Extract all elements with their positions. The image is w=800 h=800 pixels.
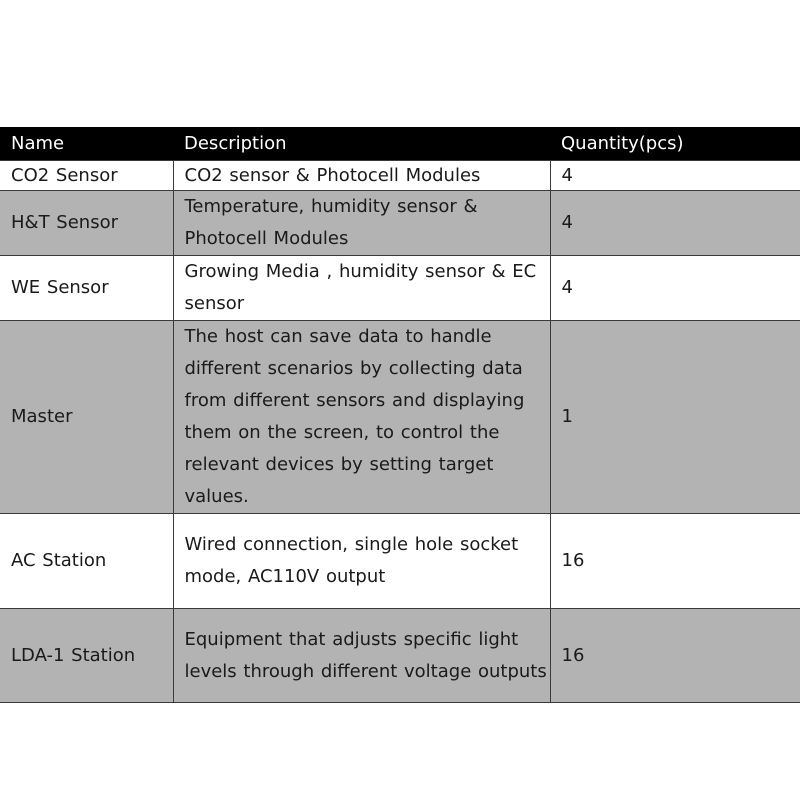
- cell-name: CO2 Sensor: [0, 161, 173, 191]
- header-quantity: Quantity(pcs): [550, 127, 800, 161]
- header-description: Description: [173, 127, 550, 161]
- cell-quantity: 1: [550, 321, 800, 514]
- product-spec-table: [0, 127, 800, 703]
- cell-description: CO2 sensor & Photocell Modules: [173, 161, 550, 191]
- table-row: [0, 161, 800, 191]
- cell-quantity: 4: [550, 256, 800, 321]
- cell-name: WE Sensor: [0, 256, 173, 321]
- cell-name: H&T Sensor: [0, 191, 173, 256]
- table-row: [0, 256, 800, 321]
- table-header-row: [0, 127, 800, 161]
- cell-name: Master: [0, 321, 173, 514]
- cell-quantity: 16: [550, 609, 800, 703]
- table-row: [0, 191, 800, 256]
- table-row: [0, 321, 800, 514]
- cell-description: Temperature, humidity sensor & Photocell Modules: [173, 191, 550, 256]
- cell-quantity: 16: [550, 514, 800, 609]
- cell-description: Equipment that adjusts specific light levels through different voltage outputs: [173, 609, 550, 703]
- cell-description: The host can save data to handle different scenarios by collecting data from different sensors and displaying them on the screen, to control the relevant devices by setting target values.: [173, 321, 550, 514]
- cell-quantity: 4: [550, 191, 800, 256]
- cell-description: Growing Media , humidity sensor & EC sensor: [173, 256, 550, 321]
- header-name: Name: [0, 127, 173, 161]
- cell-name: LDA-1 Station: [0, 609, 173, 703]
- table-row: [0, 514, 800, 609]
- table-row: [0, 609, 800, 703]
- cell-name: AC Station: [0, 514, 173, 609]
- cell-quantity: 4: [550, 161, 800, 191]
- cell-description: Wired connection, single hole socket mode, AC110V output: [173, 514, 550, 609]
- product-spec-table-container: [0, 127, 800, 703]
